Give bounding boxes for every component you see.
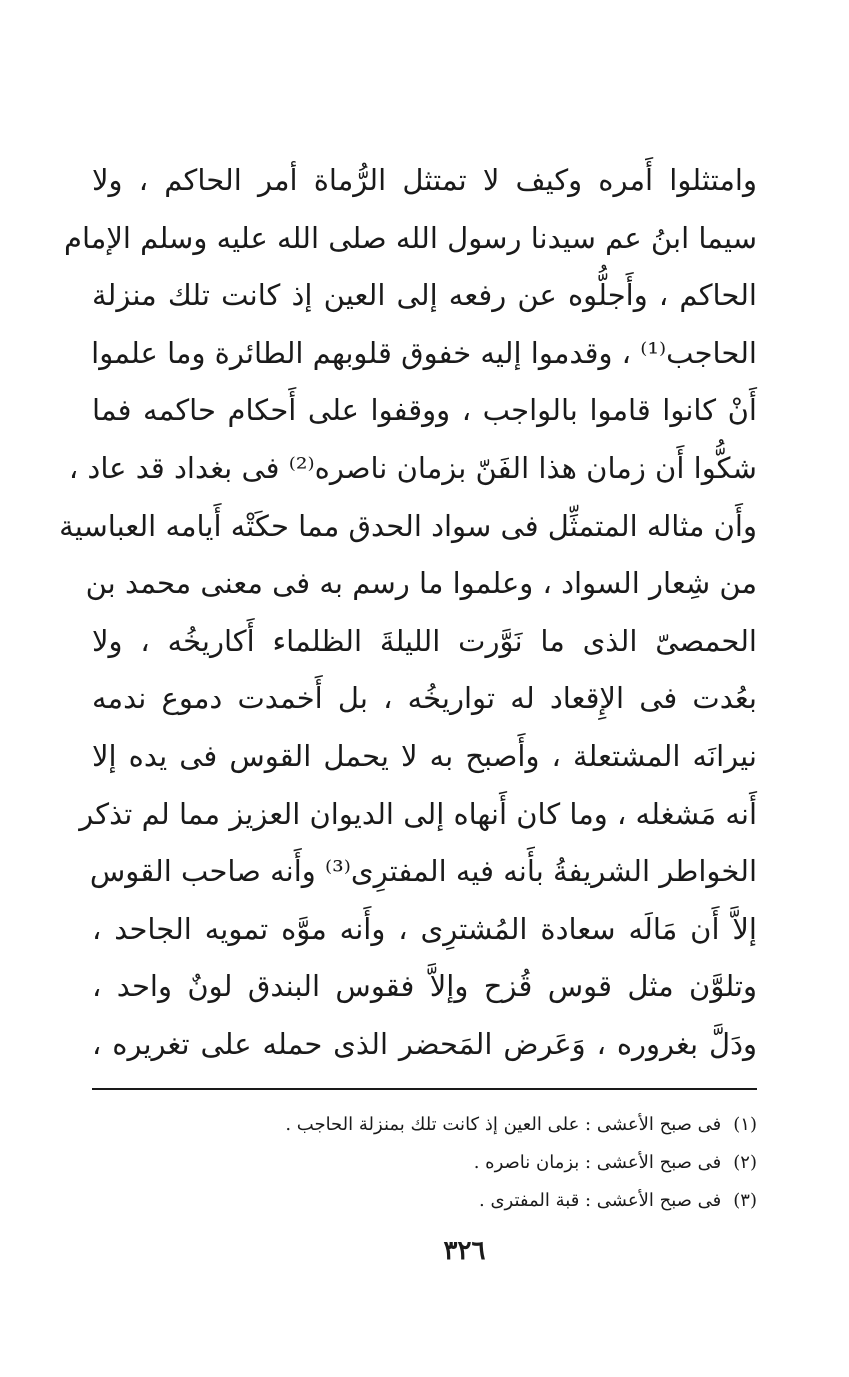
body-line: وامتثلوا أَمره وكيف لا تمتثل الرُّماة أمر الحاكم ، ولا bbox=[92, 163, 757, 197]
footnotes bbox=[92, 1106, 757, 1220]
body-line: الحاكم ، وأَجلُّوه عن رفعه إلى العين إذ كانت تلك منزلة bbox=[92, 278, 757, 313]
footnote-text: فى صبح الأعشى : بزمان ناصره . bbox=[473, 1152, 722, 1173]
body-line: وتلوَّن مثل قوس قُزح وإلاَّ فقوس البندق لونٌ واحد ، bbox=[92, 969, 757, 1004]
body-line: وأَن مثاله المتمثِّل فى سواد الحدق مما حكَتْه أَيامه العباسية bbox=[59, 508, 757, 543]
body-line: سيما ابنُ عم سيدنا رسول الله صلى الله عليه وسلم الإمام bbox=[64, 220, 757, 255]
body-line: الحمصىّ الذى ما نَوَّرت الليلةَ الظلماء أَكاريخُه ، ولا bbox=[92, 623, 757, 658]
body-line: ودَلَّ بغروره ، وَعَرض المَحضر الذى حمله على تغريره ، bbox=[92, 1026, 757, 1061]
page-number: ٣٢٦ bbox=[443, 1236, 486, 1266]
body-line: إلاَّ أَن مَالَه سعادة المُشترِى ، وأَنه موَّه تمويه الجاحد ، bbox=[92, 911, 757, 946]
body-line: نيرانَه المشتعلة ، وأَصبح به لا يحمل القوس فى يده إلا bbox=[92, 738, 757, 773]
footnote-3 bbox=[92, 1182, 757, 1220]
body-line: بعُدت فى الإِقعاد له تواريخُه ، بل أَخمدت دموع ندمه bbox=[92, 681, 757, 716]
footnote-number: (٣) bbox=[733, 1190, 757, 1211]
body-line: من شِعار السواد ، وعلموا ما رسم به فى معنى محمد بن bbox=[85, 566, 757, 601]
footnote-2 bbox=[92, 1144, 757, 1182]
footnote-1 bbox=[92, 1106, 757, 1144]
footnote-number: (١) bbox=[733, 1114, 757, 1135]
body-line: أَنه مَشغله ، وما كان أَنهاه إلى الديوان العزيز مما لم تذكر bbox=[79, 796, 757, 831]
body-line: الحاجب⁽¹⁾ ، وقدموا إليه خفوق قلوبهم الطائرة وما علموا bbox=[91, 335, 757, 370]
body-line: أَنْ كانوا قاموا بالواجب ، ووقفوا على أَحكام حاكمه فما bbox=[92, 393, 757, 428]
footnote-text: فى صبح الأعشى : قبة المفترى . bbox=[479, 1190, 722, 1211]
footnote-number: (٢) bbox=[733, 1152, 757, 1173]
footnote-text: فى صبح الأعشى : على العين إذ كانت تلك بمنزلة الحاجب . bbox=[285, 1114, 722, 1135]
body-line: الخواطر الشريفةُ بأَنه فيه المفترِى⁽³⁾ وأَنه صاحب القوس bbox=[89, 854, 757, 889]
body-text bbox=[59, 152, 757, 1074]
footnote-divider bbox=[92, 1088, 757, 1090]
body-line: شكُّوا أَن زمان هذا الفَنّ بزمان ناصره⁽²⁾ فى بغداد قد عاد ، bbox=[68, 450, 757, 485]
